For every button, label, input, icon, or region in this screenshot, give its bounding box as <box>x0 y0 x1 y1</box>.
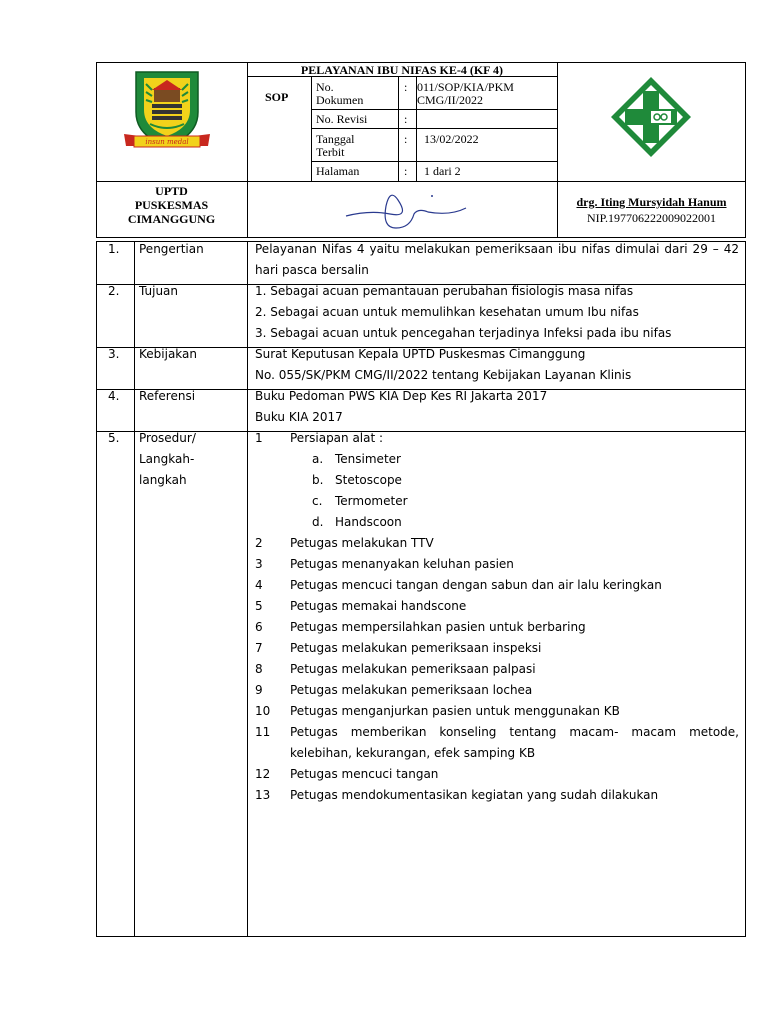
step-number: 6 <box>255 620 263 634</box>
district-logo <box>122 66 212 154</box>
no-dokumen-value-2: CMG/II/2022 <box>417 93 483 107</box>
section-number: 1. <box>108 242 120 256</box>
step-text: Petugas melakukan pemeriksaan palpasi <box>290 662 536 676</box>
no-dokumen-value-1: 011/SOP/KIA/PKM <box>417 80 514 94</box>
step-number: 5 <box>255 599 263 613</box>
section-title: Langkah- <box>139 452 195 466</box>
no-revisi-label: No. Revisi <box>316 112 368 126</box>
section-number: 5. <box>108 431 120 445</box>
section-title: Pengertian <box>139 242 204 256</box>
org-name-line1: UPTD <box>155 184 188 198</box>
tool-letter: a. <box>312 452 324 466</box>
section-number: 3. <box>108 347 120 361</box>
tool-name: Handscoon <box>335 515 402 529</box>
step-text: Petugas menganjurkan pasien untuk menggunakan KB <box>290 704 620 718</box>
section-title: langkah <box>139 473 187 487</box>
document-title: PELAYANAN IBU NIFAS KE-4 (KF 4) <box>300 63 504 77</box>
step-number: 11 <box>255 725 271 739</box>
no-dokumen-label-1: No. <box>316 80 334 94</box>
step-number: 9 <box>255 683 263 697</box>
no-dokumen-label-2: Dokumen <box>316 93 364 107</box>
logo-ribbon-text: insun medal <box>145 138 189 146</box>
step-text-continued: kelebihan, kekurangan, efek samping KB <box>290 746 536 760</box>
step-number: 3 <box>255 557 263 571</box>
step-text: Petugas mempersilahkan pasien untuk berbaring <box>290 620 586 634</box>
tool-letter: c. <box>312 494 323 508</box>
org-name-line3: CIMANGGUNG <box>127 212 216 226</box>
step-text: Petugas melakukan pemeriksaan inspeksi <box>290 641 542 655</box>
step-number: 7 <box>255 641 263 655</box>
tool-letter: d. <box>312 515 324 529</box>
step-number: 4 <box>255 578 263 592</box>
tool-name: Termometer <box>335 494 408 508</box>
section-number: 2. <box>108 284 120 298</box>
step-text: Petugas memakai handscone <box>290 599 467 613</box>
step-text: Petugas mencuci tangan <box>290 767 439 781</box>
halaman-value: 1 dari 2 <box>424 164 461 178</box>
section-line: 2. Sebagai acuan untuk memulihkan kesehatan umum Ibu nifas <box>255 305 639 319</box>
section-title: Referensi <box>139 389 196 403</box>
section-line: Surat Keputusan Kepala UPTD Puskesmas Cimanggung <box>255 347 586 361</box>
puskesmas-logo <box>609 75 693 159</box>
signature <box>340 188 470 234</box>
no-revisi-colon: : <box>404 112 408 126</box>
step-number: 1 <box>255 431 263 445</box>
step-number: 8 <box>255 662 263 676</box>
tanggal-value: 13/02/2022 <box>424 132 479 146</box>
section-title: Kebijakan <box>139 347 197 361</box>
step-text: Petugas menanyakan keluhan pasien <box>290 557 514 571</box>
section-title: Prosedur/ <box>139 431 196 445</box>
section-line: No. 055/SK/PKM CMG/II/2022 tentang Kebijakan Layanan Klinis <box>255 368 632 382</box>
halaman-label: Halaman <box>316 164 360 178</box>
section-number: 4. <box>108 389 120 403</box>
section-line: 3. Sebagai acuan untuk pencegahan terjadinya Infeksi pada ibu nifas <box>255 326 672 340</box>
tanggal-label-1: Tanggal <box>316 132 355 146</box>
tanggal-label-2: Terbit <box>316 145 345 159</box>
section-title: Tujuan <box>139 284 179 298</box>
section-line: Buku KIA 2017 <box>255 410 343 424</box>
step-text: Petugas mencuci tangan dengan sabun dan air lalu keringkan <box>290 578 662 592</box>
halaman-colon: : <box>404 164 408 178</box>
tool-name: Tensimeter <box>335 452 401 466</box>
signer-name: drg. Iting Mursyidah Hanum <box>576 195 727 209</box>
step-text: Petugas memberikan konseling tentang macam- macam metode, <box>290 725 739 739</box>
tanggal-colon: : <box>404 132 408 146</box>
tool-name: Stetoscope <box>335 473 402 487</box>
step-number: 13 <box>255 788 271 802</box>
sop-label: SOP <box>265 90 289 104</box>
section-line: Pelayanan Nifas 4 yaitu melakukan pemeriksaan ibu nifas dimulai dari 29 – 42 <box>255 242 739 256</box>
step-number: 10 <box>255 704 271 718</box>
section-line: hari pasca bersalin <box>255 263 369 277</box>
section-line: 1. Sebagai acuan pemantauan perubahan fisiologis masa nifas <box>255 284 634 298</box>
no-dokumen-colon: : <box>404 80 408 94</box>
signer-nip: NIP.197706222009022001 <box>586 211 716 225</box>
step-number: 12 <box>255 767 271 781</box>
tool-letter: b. <box>312 473 324 487</box>
step-text: Petugas melakukan TTV <box>290 536 434 550</box>
step-number: 2 <box>255 536 263 550</box>
org-name-line2: PUSKESMAS <box>134 198 209 212</box>
section-line: Buku Pedoman PWS KIA Dep Kes RI Jakarta 2017 <box>255 389 548 403</box>
step-text: Petugas mendokumentasikan kegiatan yang sudah dilakukan <box>290 788 659 802</box>
step-text: Persiapan alat : <box>290 431 384 445</box>
step-text: Petugas melakukan pemeriksaan lochea <box>290 683 533 697</box>
